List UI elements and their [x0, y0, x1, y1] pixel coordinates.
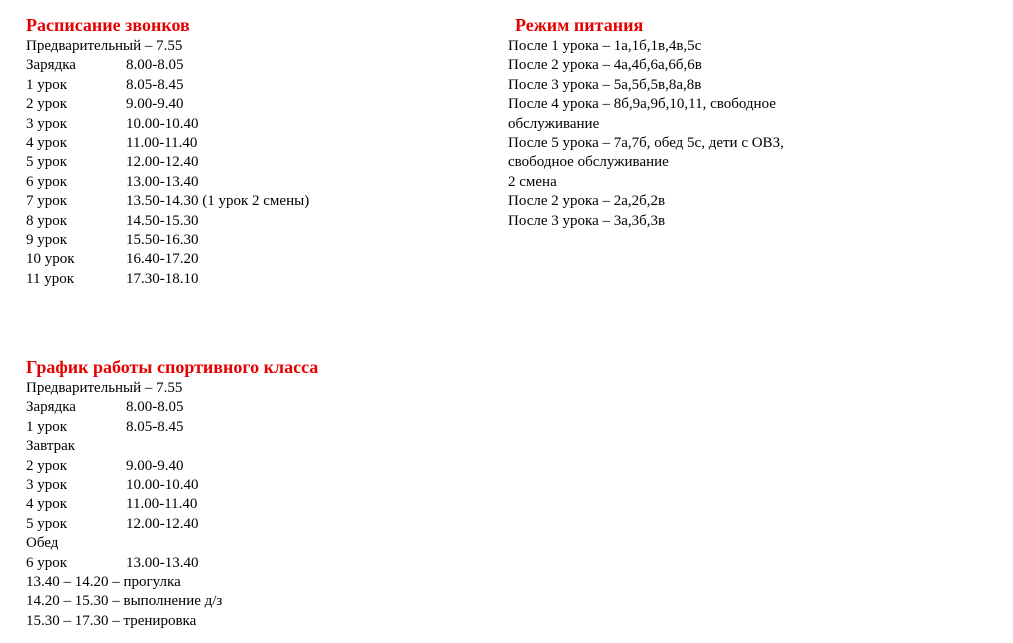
bell-row-time: 10.00-10.40	[126, 115, 199, 132]
sport-row-label: 4 урок	[26, 496, 68, 513]
meal-line: После 2 урока – 2а,2б,2в	[508, 193, 666, 210]
bell-row-time: 13.00-13.40	[126, 173, 199, 190]
bell-row	[26, 153, 309, 172]
sport-row	[26, 476, 318, 495]
bell-row-label: 1 урок	[26, 76, 68, 93]
bell-row	[26, 231, 309, 250]
sport-row	[26, 437, 318, 456]
bell-row-label: 10 урок	[26, 251, 75, 268]
sport-row-time: 12.00-12.40	[126, 515, 199, 532]
sport-row-label: Зарядка	[26, 399, 76, 416]
bell-row-label: 7 урок	[26, 193, 68, 210]
bell-row	[26, 76, 309, 95]
bell-row-time: 8.05-8.45	[126, 76, 184, 93]
sport-row-label: 2 урок	[26, 457, 68, 474]
bell-row-time: 9.00-9.40	[126, 96, 184, 113]
sport-row-label: 5 урок	[26, 515, 68, 532]
sport-row-time: 13.00-13.40	[126, 554, 199, 571]
bell-schedule-section	[26, 14, 309, 289]
sport-class-section	[26, 356, 318, 631]
meal-schedule-section	[508, 14, 848, 231]
bell-row-label: Зарядка	[26, 57, 76, 74]
meal-line: После 4 урока – 8б,9а,9б,10,11, свободное обслуживание	[508, 96, 776, 132]
sport-row	[26, 457, 318, 476]
sport-row-label: Обед	[26, 535, 59, 552]
sport-row-label: 1 урок	[26, 418, 68, 435]
sport-row	[26, 398, 318, 417]
bell-row-label: 9 урок	[26, 231, 68, 248]
bell-row-label: 2 урок	[26, 96, 68, 113]
bell-row	[26, 115, 309, 134]
sport-extra-line: 14.20 – 15.30 – выполнение д/з	[26, 593, 223, 610]
bell-row-time: 8.00-8.05	[126, 57, 184, 74]
sport-row-time: 8.00-8.05	[126, 399, 184, 416]
bell-row-label: 8 урок	[26, 212, 68, 229]
meal-line: После 2 урока – 4а,4б,6а,6б,6в	[508, 57, 702, 74]
bell-row-time: 17.30-18.10	[126, 270, 199, 287]
bell-row	[26, 250, 309, 269]
bell-row	[26, 95, 309, 114]
sport-extra-line: 13.40 – 14.20 – прогулка	[26, 573, 181, 590]
sport-class-title: График работы спортивного класса	[26, 357, 319, 377]
bell-row-label: 3 урок	[26, 115, 68, 132]
bell-preliminary: Предварительный – 7.55	[26, 38, 183, 54]
sport-row	[26, 515, 318, 534]
sport-row	[26, 418, 318, 437]
bell-row-time: 15.50-16.30	[126, 231, 199, 248]
sport-row-time: 11.00-11.40	[126, 496, 198, 513]
bell-row	[26, 212, 309, 231]
bell-row	[26, 134, 309, 153]
meal-shift-heading: 2 смена	[508, 173, 557, 190]
bell-row	[26, 173, 309, 192]
sport-row-label: 3 урок	[26, 476, 68, 493]
sport-row	[26, 554, 318, 573]
bell-schedule-title: Расписание звонков	[26, 15, 190, 35]
meal-line: После 3 урока – 3а,3б,3в	[508, 212, 666, 229]
bell-row	[26, 270, 309, 289]
bell-row-time: 13.50-14.30 (1 урок 2 смены)	[126, 193, 310, 210]
sport-row-time: 10.00-10.40	[126, 476, 199, 493]
sport-row-time: 9.00-9.40	[126, 457, 184, 474]
bell-row-label: 5 урок	[26, 154, 68, 171]
meal-line: После 5 урока – 7а,7б, обед 5с, дети с ОВЗ, свободное обслуживание	[508, 135, 784, 171]
bell-row-time: 11.00-11.40	[126, 134, 198, 151]
sport-row-label: 6 урок	[26, 554, 68, 571]
meal-schedule-title: Режим питания	[515, 15, 644, 35]
meal-line: После 3 урока – 5а,5б,5в,8а,8в	[508, 76, 702, 93]
bell-row-label: 6 урок	[26, 173, 68, 190]
bell-row-label: 11 урок	[26, 270, 74, 287]
sport-row-time: 8.05-8.45	[126, 418, 184, 435]
sport-preliminary: Предварительный – 7.55	[26, 380, 183, 396]
meal-line: После 1 урока – 1а,1б,1в,4в,5с	[508, 38, 702, 54]
sport-row-label: Завтрак	[26, 438, 76, 455]
sport-extra-line: 15.30 – 17.30 – тренировка	[26, 612, 197, 629]
bell-row-time: 16.40-17.20	[126, 251, 199, 268]
bell-row-time: 14.50-15.30	[126, 212, 199, 229]
bell-row	[26, 192, 309, 211]
sport-row	[26, 534, 318, 553]
sport-row	[26, 495, 318, 514]
bell-row	[26, 56, 309, 75]
bell-row-label: 4 урок	[26, 134, 68, 151]
bell-row-time: 12.00-12.40	[126, 154, 199, 171]
